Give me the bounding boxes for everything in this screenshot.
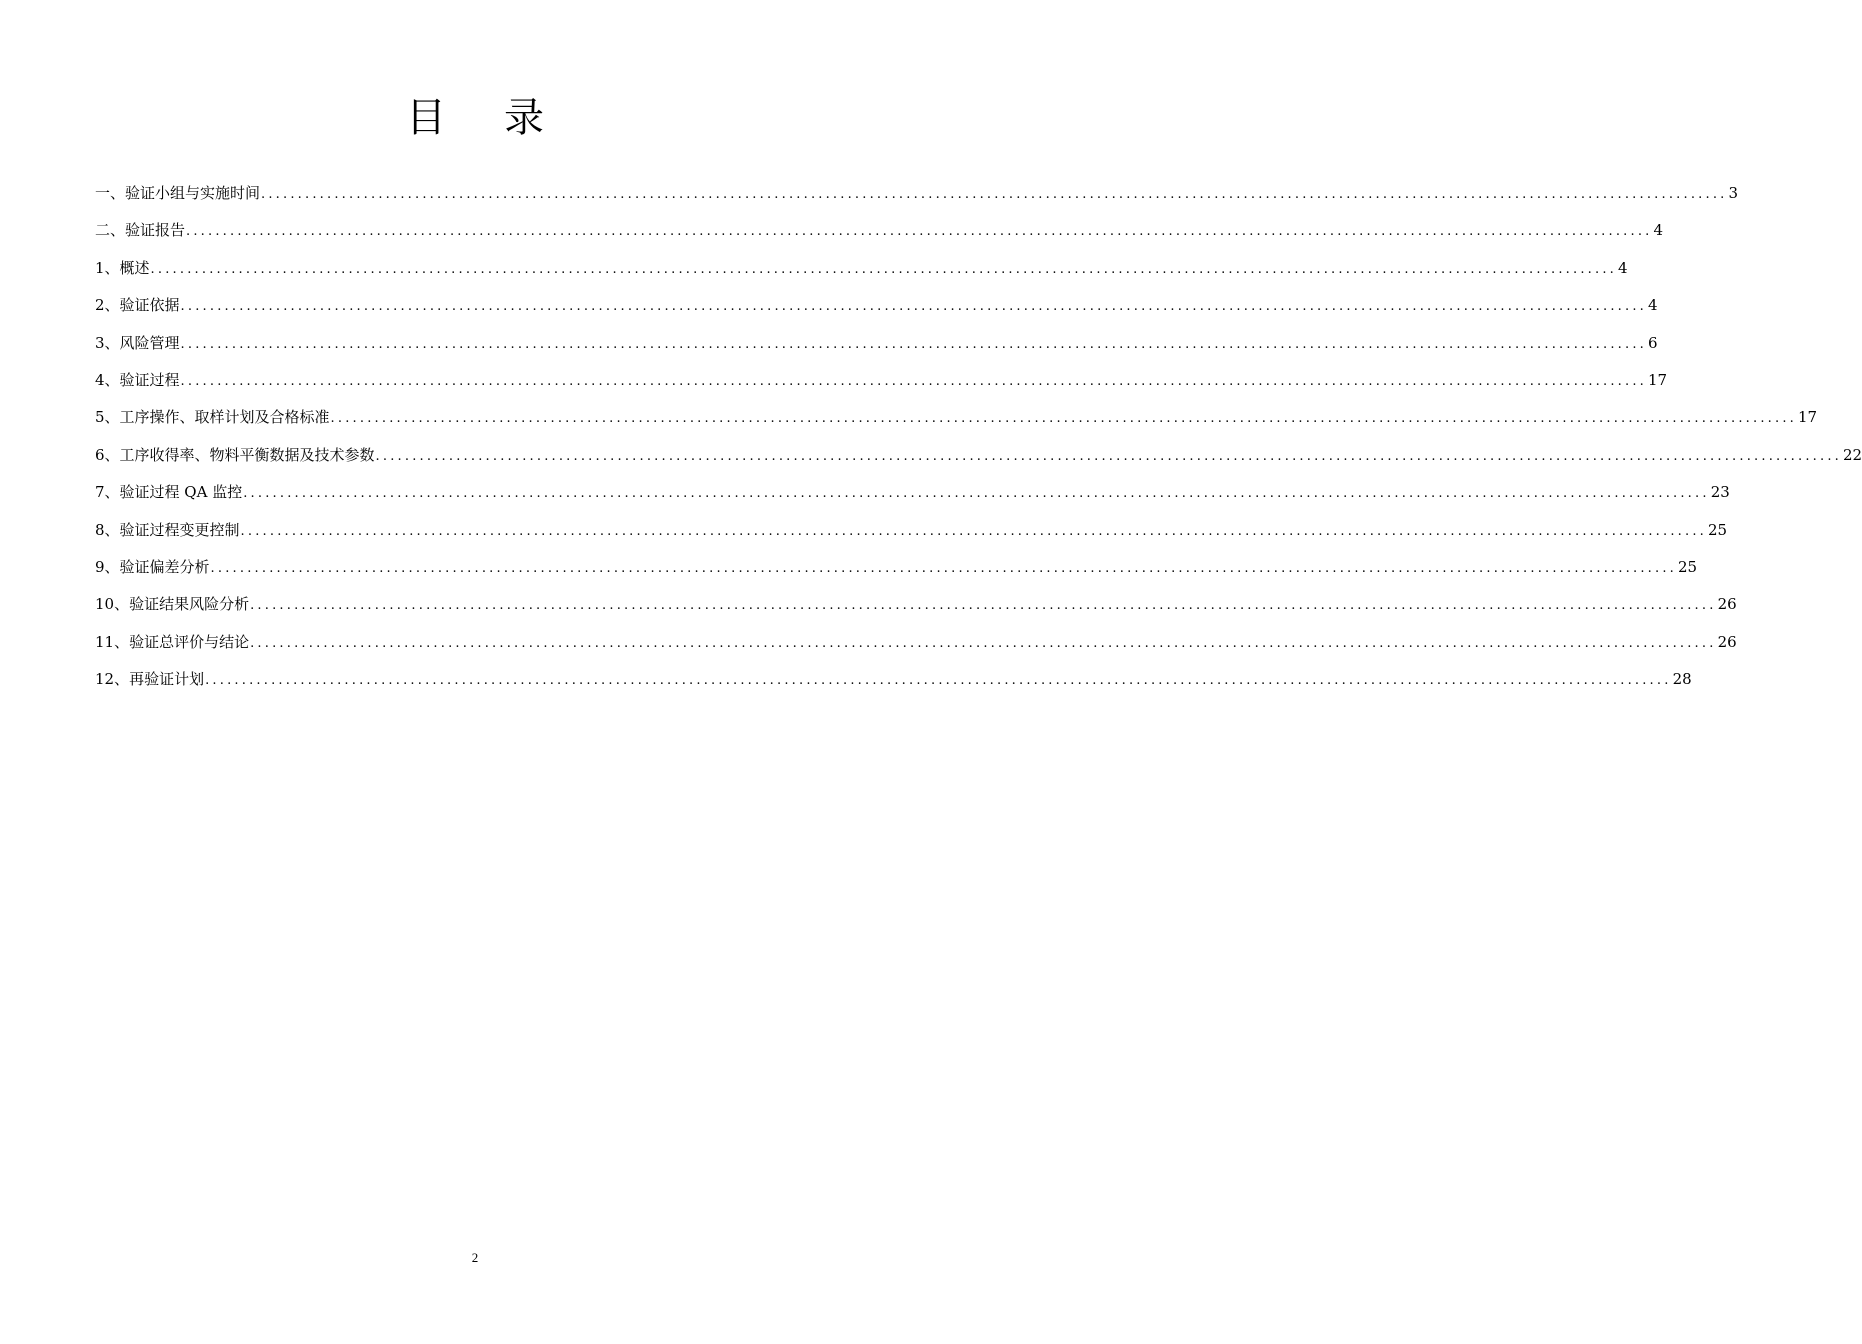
toc-entry-label: 11、验证总评价与结论 — [95, 632, 250, 651]
toc-entry[interactable] — [95, 325, 1658, 362]
toc-entry-page-number: 22 — [1843, 445, 1862, 464]
toc-entry[interactable] — [95, 474, 1730, 511]
toc-entry-label: 4、验证过程 — [95, 370, 180, 389]
toc-entry-label: 12、再验证计划 — [95, 670, 205, 689]
toc-entry-page-number: 6 — [1648, 333, 1658, 352]
toc-entry-label: 5、工序操作、取样计划及合格标准 — [95, 408, 330, 427]
toc-dot-leader: ........................................................................................................................................................................................................ — [186, 224, 1653, 240]
toc-entry-label: 一、验证小组与实施时间 — [95, 184, 261, 202]
toc-entry[interactable] — [95, 549, 1698, 586]
toc-entry-label: 10、验证结果风险分析 — [95, 595, 250, 614]
toc-dot-leader: ........................................................................................................................................................................................................ — [180, 299, 1648, 315]
page-title — [0, 88, 950, 148]
toc-entry-page-number: 28 — [1672, 670, 1692, 689]
toc-dot-leader: ........................................................................................................................................................................................................ — [210, 560, 1678, 576]
toc-entry-label: 二、验证报告 — [95, 221, 186, 240]
toc-entry[interactable] — [95, 437, 1862, 474]
toc-entry-page-number: 17 — [1798, 408, 1818, 427]
toc-entry-page-number: 26 — [1717, 632, 1737, 651]
toc-entry-page-number: 3 — [1728, 184, 1739, 202]
toc-entry[interactable] — [95, 624, 1737, 661]
toc-entry[interactable] — [95, 586, 1737, 623]
toc-entry-page-number: 4 — [1618, 258, 1628, 277]
toc-entry[interactable] — [95, 250, 1628, 287]
toc-dot-leader: ........................................................................................................................................................................................................ — [243, 486, 1710, 502]
toc-entry-label: 2、验证依据 — [95, 296, 180, 315]
toc-dot-leader: ........................................................................................................................................................................................................ — [240, 523, 1708, 539]
footer-page-number: 2 — [471, 1250, 479, 1265]
toc-entry-label: 1、概述 — [95, 258, 150, 277]
toc-entry-label: 8、验证过程变更控制 — [95, 520, 240, 539]
toc-dot-leader: ........................................................................................................................................................................................................ — [330, 411, 1798, 427]
toc-dot-leader: ........................................................................................................................................................................................................ — [180, 336, 1648, 352]
toc-entry-page-number: 17 — [1648, 370, 1668, 389]
table-of-contents — [95, 175, 1862, 698]
toc-entry[interactable] — [95, 212, 1664, 249]
toc-entry-label: 6、工序收得率、物料平衡数据及技术参数 — [95, 445, 375, 464]
toc-dot-leader: ........................................................................................................................................................................................................ — [150, 261, 1618, 277]
toc-entry[interactable] — [95, 512, 1728, 549]
toc-entry[interactable] — [95, 399, 1818, 436]
toc-entry-label: 3、风险管理 — [95, 333, 180, 352]
toc-entry[interactable] — [95, 287, 1658, 324]
toc-dot-leader: ........................................................................................................................................................................................................ — [250, 598, 1717, 614]
toc-entry-label: 7、验证过程 QA 监控 — [95, 483, 243, 502]
toc-entry[interactable] — [95, 175, 1739, 212]
toc-entry-page-number: 26 — [1717, 595, 1737, 614]
toc-entry-label: 9、验证偏差分析 — [95, 557, 210, 576]
toc-entry-page-number: 23 — [1710, 483, 1730, 502]
toc-dot-leader: ........................................................................................................................................................................................................ — [261, 187, 1728, 202]
toc-dot-leader: ........................................................................................................................................................................................................ — [205, 673, 1672, 689]
toc-entry-page-number: 25 — [1678, 557, 1698, 576]
toc-dot-leader: ........................................................................................................................................................................................................ — [250, 635, 1717, 651]
toc-entry-page-number: 4 — [1653, 221, 1664, 240]
toc-entry[interactable] — [95, 661, 1692, 698]
toc-entry-page-number: 25 — [1708, 520, 1728, 539]
toc-dot-leader: ........................................................................................................................................................................................................ — [375, 448, 1843, 464]
title-char-1: 目 — [406, 95, 446, 141]
toc-dot-leader: ........................................................................................................................................................................................................ — [180, 373, 1648, 389]
toc-entry-page-number: 4 — [1648, 296, 1658, 315]
title-char-2: 录 — [504, 95, 544, 141]
toc-entry[interactable] — [95, 362, 1668, 399]
